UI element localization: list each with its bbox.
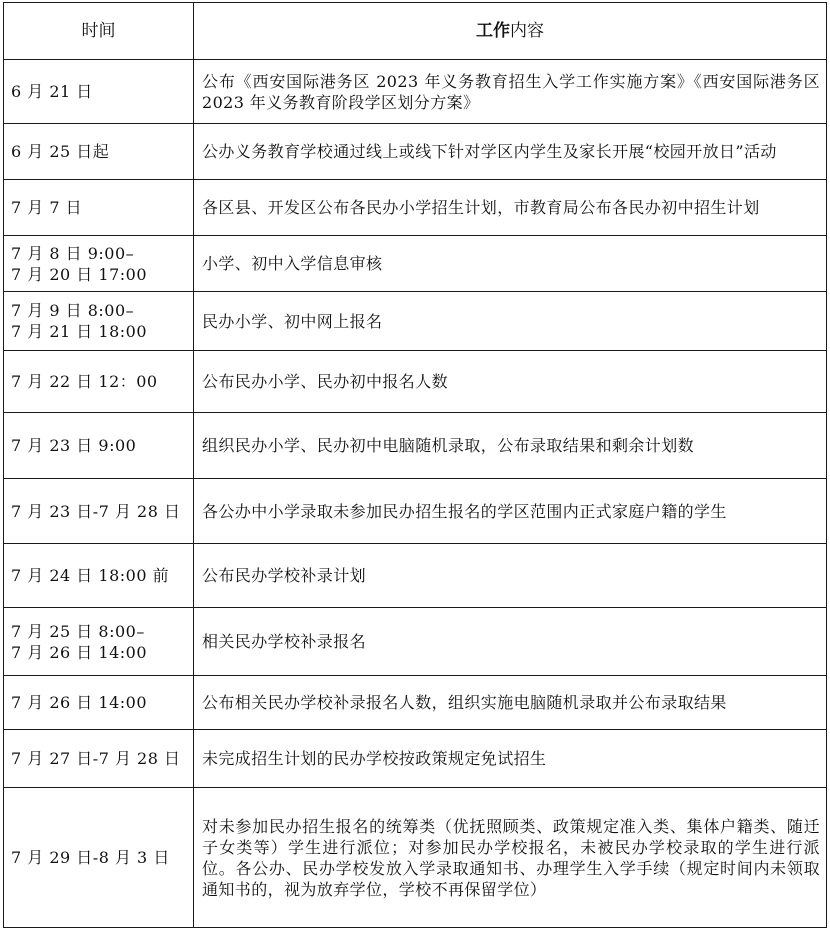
row-content: 各区县、开发区公布各民办小学招生计划，市教育局公布各民办初中招生计划	[194, 180, 827, 236]
row-time: 7 月 25 日 8:00– 7 月 26 日 14:00	[4, 608, 194, 676]
row-time: 7 月 24 日 18:00 前	[4, 544, 194, 608]
table-row	[4, 236, 827, 292]
table-row	[4, 124, 827, 180]
header-time	[4, 3, 194, 60]
row-time: 7 月 8 日 9:00– 7 月 20 日 17:00	[4, 236, 194, 292]
row-content: 小学、初中入学信息审核	[194, 236, 827, 292]
table-row	[4, 608, 827, 676]
table-row	[4, 292, 827, 351]
row-content: 公布《西安国际港务区 2023 年义务教育招生入学工作实施方案》《西安国际港务区 2023 年义务教育阶段学区划分方案》	[194, 60, 827, 124]
row-content: 各公办中小学录取未参加民办招生报名的学区范围内正式家庭户籍的学生	[194, 479, 827, 544]
row-content: 对未参加民办招生报名的统筹类（优抚照顾类、政策规定准入类、集体户籍类、随迁子女类等）学生进行派位；对参加民办学校报名，未被民办学校录取的学生进行派位。各公办、民办学校发放入学录取通知书、办理学生入学手续（规定时间内未领取通知书的，视为放弃学位，学校不再保留学位）	[194, 788, 827, 928]
table-row	[4, 544, 827, 608]
row-content: 相关民办学校补录报名	[194, 608, 827, 676]
header-content-label-bold: 工作	[476, 20, 510, 41]
header-content	[194, 3, 827, 60]
row-time: 7 月 7 日	[4, 180, 194, 236]
row-content: 公办义务教育学校通过线上或线下针对学区内学生及家长开展“校园开放日”活动	[194, 124, 827, 180]
table-row	[4, 180, 827, 236]
table-row	[4, 60, 827, 124]
row-time: 6 月 25 日起	[4, 124, 194, 180]
row-time: 7 月 27 日-7 月 28 日	[4, 730, 194, 788]
row-content: 未完成招生计划的民办学校按政策规定免试招生	[194, 730, 827, 788]
row-time: 7 月 9 日 8:00– 7 月 21 日 18:00	[4, 292, 194, 351]
enrollment-schedule-table	[3, 2, 827, 928]
row-content: 公布民办学校补录计划	[194, 544, 827, 608]
table-row	[4, 676, 827, 730]
row-time: 7 月 23 日-7 月 28 日	[4, 479, 194, 544]
table-row	[4, 730, 827, 788]
row-time: 7 月 26 日 14:00	[4, 676, 194, 730]
table-row	[4, 351, 827, 413]
header-content-label-rest: 内容	[510, 20, 544, 41]
table-header-row	[4, 3, 827, 60]
row-content: 组织民办小学、民办初中电脑随机录取，公布录取结果和剩余计划数	[194, 413, 827, 479]
table-row	[4, 788, 827, 928]
row-content: 公布相关民办学校补录报名人数，组织实施电脑随机录取并公布录取结果	[194, 676, 827, 730]
row-time: 7 月 29 日-8 月 3 日	[4, 788, 194, 928]
header-time-label: 时间	[81, 20, 116, 41]
row-content: 公布民办小学、民办初中报名人数	[194, 351, 827, 413]
row-time: 6 月 21 日	[4, 60, 194, 124]
row-content: 民办小学、初中网上报名	[194, 292, 827, 351]
table-row	[4, 479, 827, 544]
table-row	[4, 413, 827, 479]
row-time: 7 月 23 日 9:00	[4, 413, 194, 479]
row-time: 7 月 22 日 12：00	[4, 351, 194, 413]
